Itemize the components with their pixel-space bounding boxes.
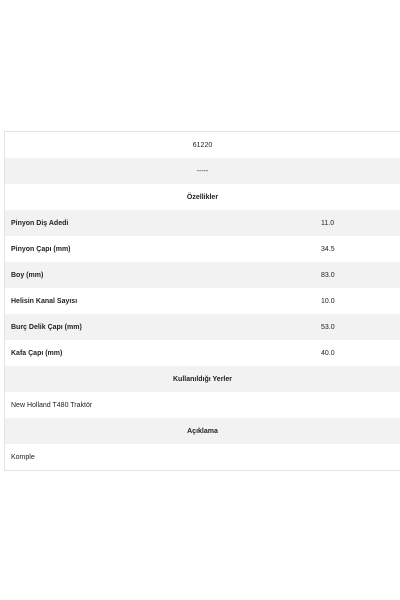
spec-row [5, 262, 400, 288]
description-text: Komple [11, 453, 35, 461]
spec-label: Burç Delik Çapı (mm) [11, 323, 82, 331]
spec-row [5, 288, 400, 314]
spec-table [4, 131, 400, 471]
spec-label: Kafa Çapı (mm) [11, 349, 63, 357]
placeholder-dashes: ----- [196, 167, 209, 175]
spec-value: 11.0 [321, 219, 335, 227]
placeholder-row [5, 158, 400, 184]
spec-row [5, 314, 400, 340]
spec-row [5, 340, 400, 366]
product-code-row [5, 132, 400, 158]
spec-row [5, 236, 400, 262]
spec-label: Pinyon Çapı (mm) [11, 245, 71, 253]
spec-value: 40.0 [321, 349, 335, 357]
spec-row [5, 210, 400, 236]
spec-label: Helisin Kanal Sayısı [11, 297, 78, 305]
usage-header: Kullanıldığı Yerler [172, 375, 232, 383]
spec-value: 83.0 [321, 271, 335, 279]
usage-item: New Holland T480 Traktör [11, 401, 93, 409]
features-header: Özellikler [186, 193, 219, 201]
description-header-row [5, 418, 400, 444]
description-row [5, 444, 400, 470]
description-header: Açıklama [187, 427, 218, 435]
usage-header-row [5, 366, 400, 392]
product-code: 61220 [192, 141, 213, 149]
spec-label: Boy (mm) [11, 271, 44, 279]
usage-item-row [5, 392, 400, 418]
spec-value: 34.5 [321, 245, 335, 253]
spec-label: Pinyon Diş Adedi [11, 219, 69, 227]
spec-value: 53.0 [321, 323, 335, 331]
features-header-row [5, 184, 400, 210]
spec-value: 10.0 [321, 297, 335, 305]
